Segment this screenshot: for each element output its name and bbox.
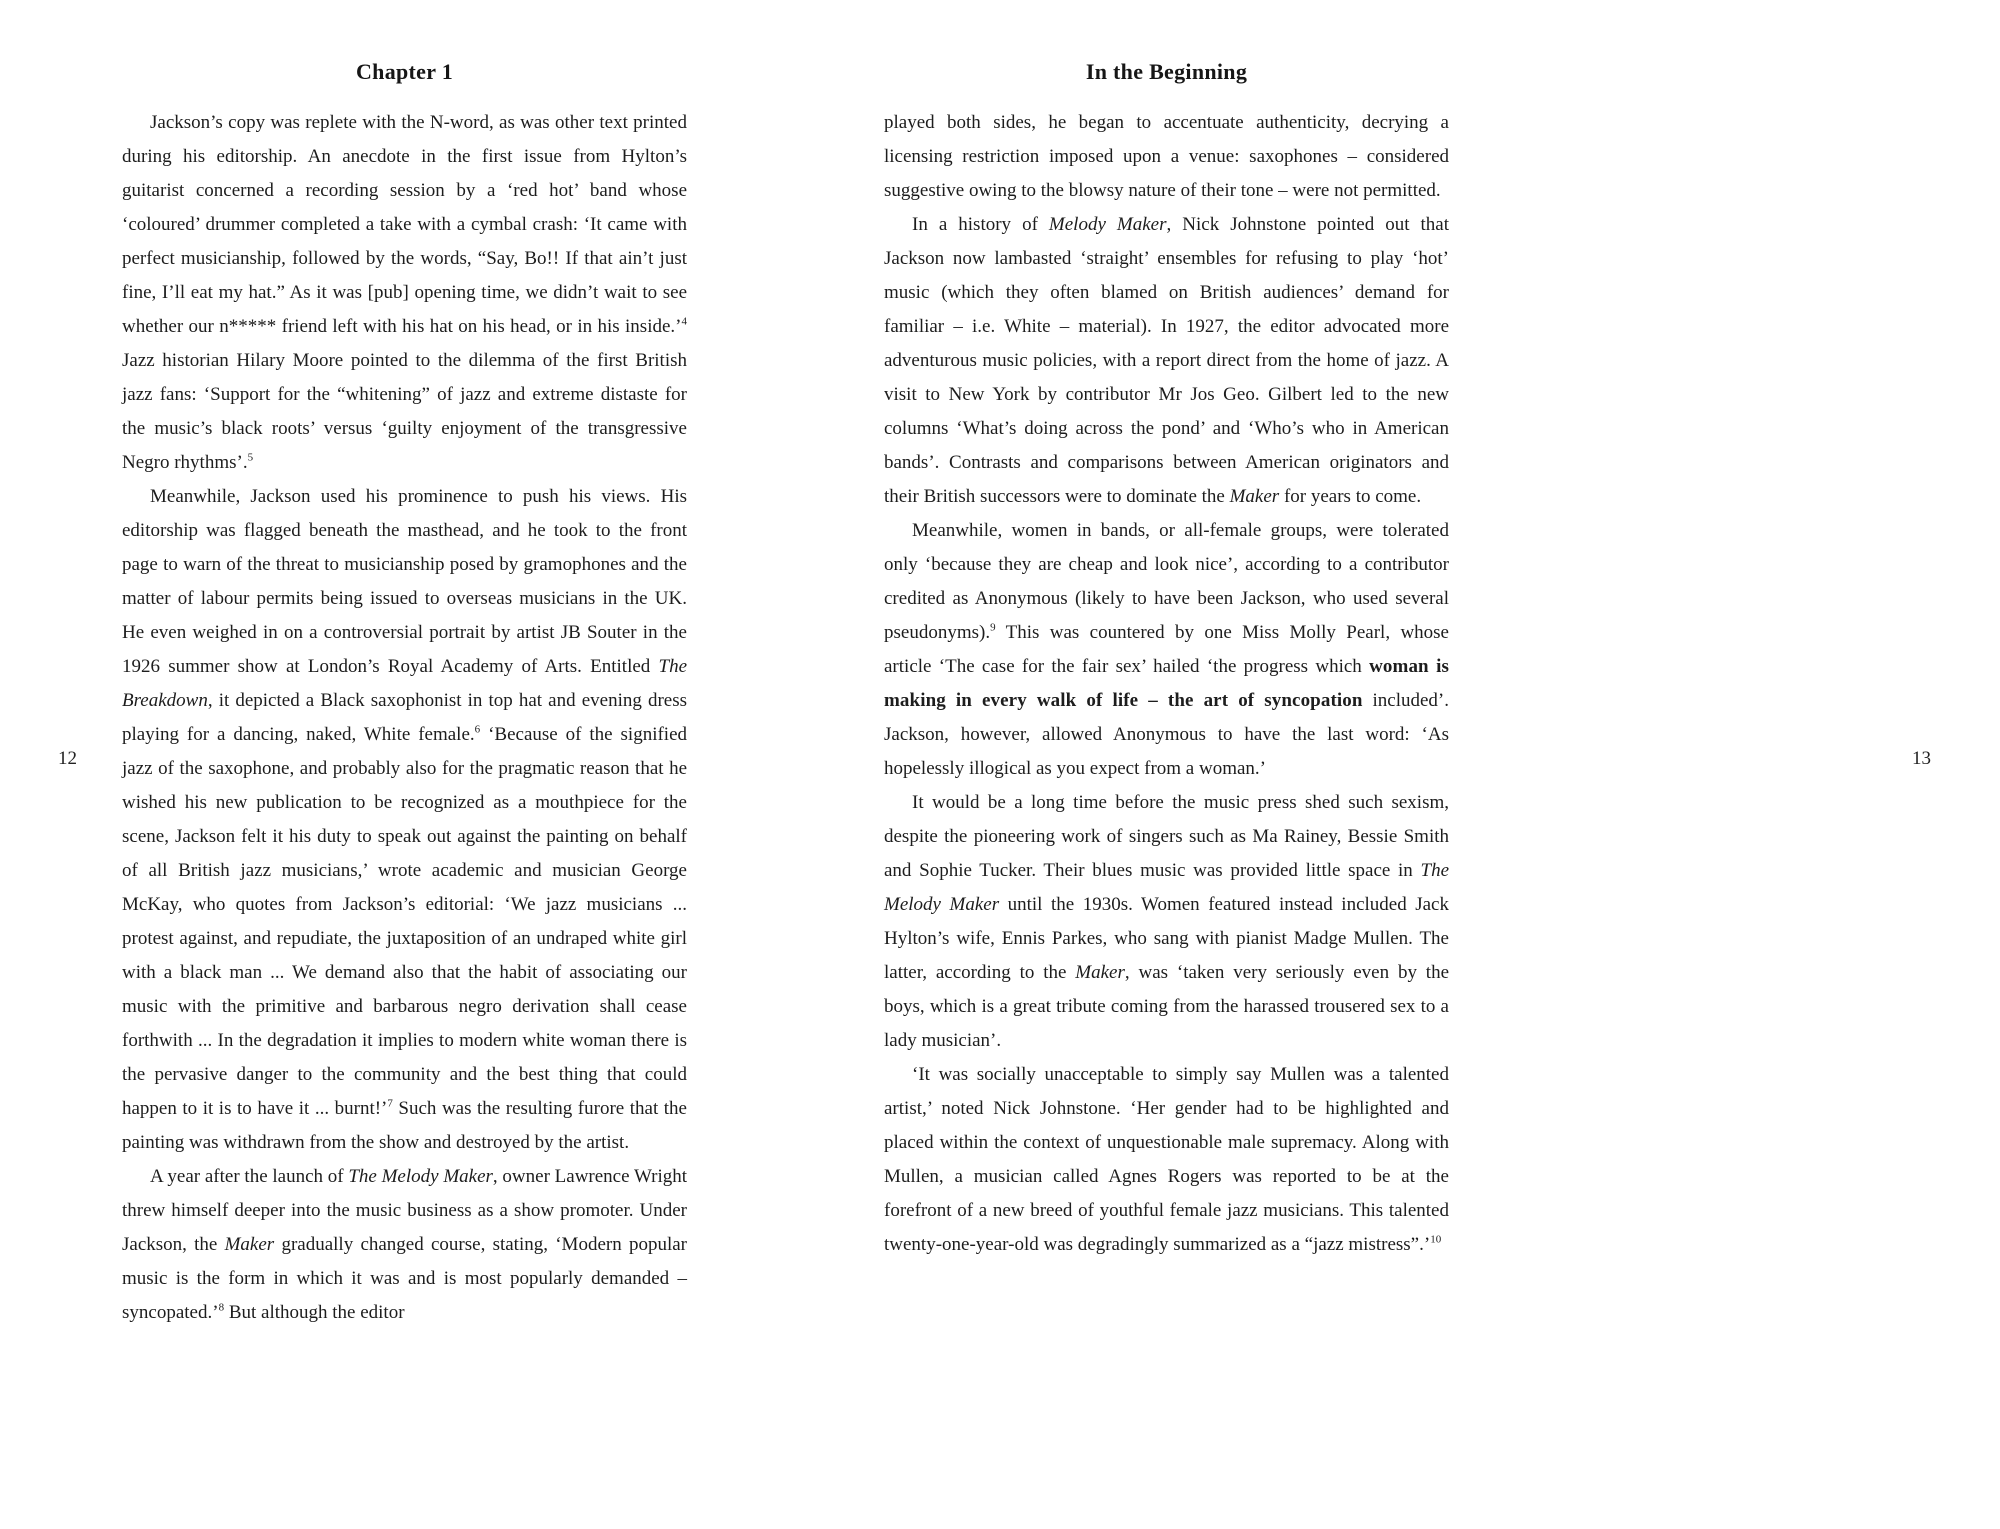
paragraph [884, 1058, 1449, 1262]
text-segment: , Nick Johnstone pointed out that Jackson now lambasted ‘straight’ ensembles for refusing to play ‘hot’ music (which they often blamed on British audiences’ demand for familiar – i.e. White – material). In 1927, the editor advocated more adventurous music policies, with a report direct from the home of jazz. A visit to New York by contributor Mr Jos Geo. Gilbert led to the new columns ‘What’s doing across the pond’ and ‘Who’s who in American bands’. Contrasts and comparisons between American originators and their British successors were to dominate the [884, 214, 1449, 507]
text-segment: ‘It was socially unacceptable to simply say Mullen was a talented artist,’ noted Nick Johnstone. ‘Her gender had to be highlighted and placed within the context of unquestionable male supremacy. Along with Mullen, a musician called Agnes Rogers was reported to be at the forefront of a new breed of youthful female jazz musicians. This talented twenty-one-year-old was degradingly summarized as a “jazz mistress”.’ [884, 1064, 1449, 1255]
page-right [884, 0, 1449, 1262]
paragraph [884, 208, 1449, 514]
text-segment: for years to come. [1279, 486, 1422, 507]
text-segment: It would be a long time before the music press shed such sexism, despite the pioneering work of singers such as Ma Rainey, Bessie Smith and Sophie Tucker. Their blues music was provided little space in [884, 792, 1449, 881]
text-segment: Jackson’s copy was replete with the N-word, as was other text printed during his editorship. An anecdote in the first issue from Hylton’s guitarist concerned a recording session by a ‘red hot’ band whose ‘coloured’ drummer completed a take with a cymbal crash: ‘It came with perfect musicianship, followed by the words, “Say, Bo!! If that ain’t just fine, I’ll eat my hat.” As it was [pub] opening time, we didn’t wait to see whether our n***** friend left with his hat on his head, or in his inside.’ [122, 112, 687, 337]
text-segment: , was ‘taken very seriously even by the boys, which is a great tribute coming from the harassed trousered sex to a lady musician’. [884, 962, 1450, 1051]
text-segment: ‘Because of the signified jazz of the saxophone, and probably also for the pragmatic reason that he wished his new publication to be recognized as a mouthpiece for the scene, Jackson felt it his duty to speak out against the painting on behalf of all British jazz musicians,’ wrote academic and musician George McKay, who quotes from Jackson’s editorial: ‘We jazz musicians ... protest against, and repudiate, the juxtaposition of an undraped white girl with a black man ... We demand also that the habit of associating our music with the primitive and barbarous negro derivation shall cease forthwith ... In the degradation it implies to modern white woman there is the pervasive danger to the community and the best thing that could happen to it is to have it ... burnt!’ [122, 724, 688, 1119]
paragraph [884, 786, 1449, 1058]
italic-text: The Melody Maker [884, 860, 1449, 915]
footnote-reference: 8 [218, 1301, 225, 1314]
italic-text: The Melody Maker [348, 1166, 493, 1187]
paragraph [122, 106, 687, 480]
footnote-reference: 4 [681, 315, 687, 328]
bold-text: woman is making in every walk of life – the art of syncopation [884, 656, 1449, 711]
footnote-reference: 5 [247, 451, 254, 464]
text-segment: This was countered by one Miss Molly Pearl, whose article ‘The case for the fair sex’ hailed ‘the progress which [884, 622, 1449, 677]
text-segment: A year after the launch of [150, 1166, 349, 1187]
paragraph [122, 1160, 687, 1330]
footnote-reference: 6 [474, 723, 481, 736]
text-segment: played both sides, he began to accentuate authenticity, decrying a licensing restriction imposed upon a venue: saxophones – considered suggestive owing to the blowsy nature of their tone – were not permitted. [884, 112, 1449, 201]
text-segment: until the 1930s. Women featured instead included Jack Hylton’s wife, Ennis Parkes, who sang with pianist Madge Mullen. The latter, according to the [884, 894, 1449, 983]
page-left [122, 0, 687, 1330]
italic-text: Maker [1229, 486, 1280, 507]
italic-text: Melody Maker [1048, 214, 1167, 235]
page-number-right: 13 [1912, 748, 1931, 769]
text-segment: Jazz historian Hilary Moore pointed to the dilemma of the first British jazz fans: ‘Support for the “whitening” of jazz and extreme distaste for the music’s black roots’ versus ‘guilty enjoyment of the transgressive Negro rhythms’. [122, 350, 687, 473]
text-segment: Meanwhile, women in bands, or all-female groups, were tolerated only ‘because they are cheap and look nice’, according to a contributor credited as Anonymous (likely to have been Jackson, who used several pseudonyms). [884, 520, 1449, 643]
text-segment: Meanwhile, Jackson used his prominence to push his views. His editorship was flagged beneath the masthead, and he took to the front page to warn of the threat to musicianship posed by gramophones and the matter of labour permits being issued to overseas musicians in the UK. He even weighed in on a controversial portrait by artist JB Souter in the 1926 summer show at London’s Royal Academy of Arts. Entitled [122, 486, 687, 677]
paragraph [884, 106, 1449, 208]
text-segment: gradually changed course, stating, ‘Modern popular music is the form in which it was and is most popularly demanded – syncopated.’ [122, 1234, 687, 1323]
running-header-left: Chapter 1 [355, 59, 454, 84]
italic-text: Maker [224, 1234, 275, 1255]
text-segment: In a history of [912, 214, 1049, 235]
footnote-reference: 10 [1430, 1233, 1442, 1246]
text-segment: , it depicted a Black saxophonist in top hat and evening dress playing for a dancing, naked, White female. [122, 690, 687, 745]
page-body-right [884, 106, 1449, 1262]
text-segment: included’. Jackson, however, allowed Anonymous to have the last word: ‘As hopelessly illogical as you expect from a woman.’ [884, 690, 1449, 779]
text-segment: Such was the resulting furore that the painting was withdrawn from the show and destroyed by the artist. [122, 1098, 687, 1153]
text-segment: But although the editor [224, 1302, 405, 1323]
paragraph [884, 514, 1449, 786]
italic-text: Maker [1075, 962, 1125, 983]
page-body-left [122, 106, 687, 1330]
running-header-right: In the Beginning [1085, 59, 1248, 84]
page-number-left: 12 [58, 748, 77, 769]
footnote-reference: 9 [990, 621, 996, 634]
italic-text: The Breakdown [122, 656, 687, 711]
text-segment: , owner Lawrence Wright threw himself deeper into the music business as a show promoter. Under Jackson, the [122, 1166, 688, 1255]
paragraph [122, 480, 687, 1160]
footnote-reference: 7 [387, 1097, 393, 1110]
